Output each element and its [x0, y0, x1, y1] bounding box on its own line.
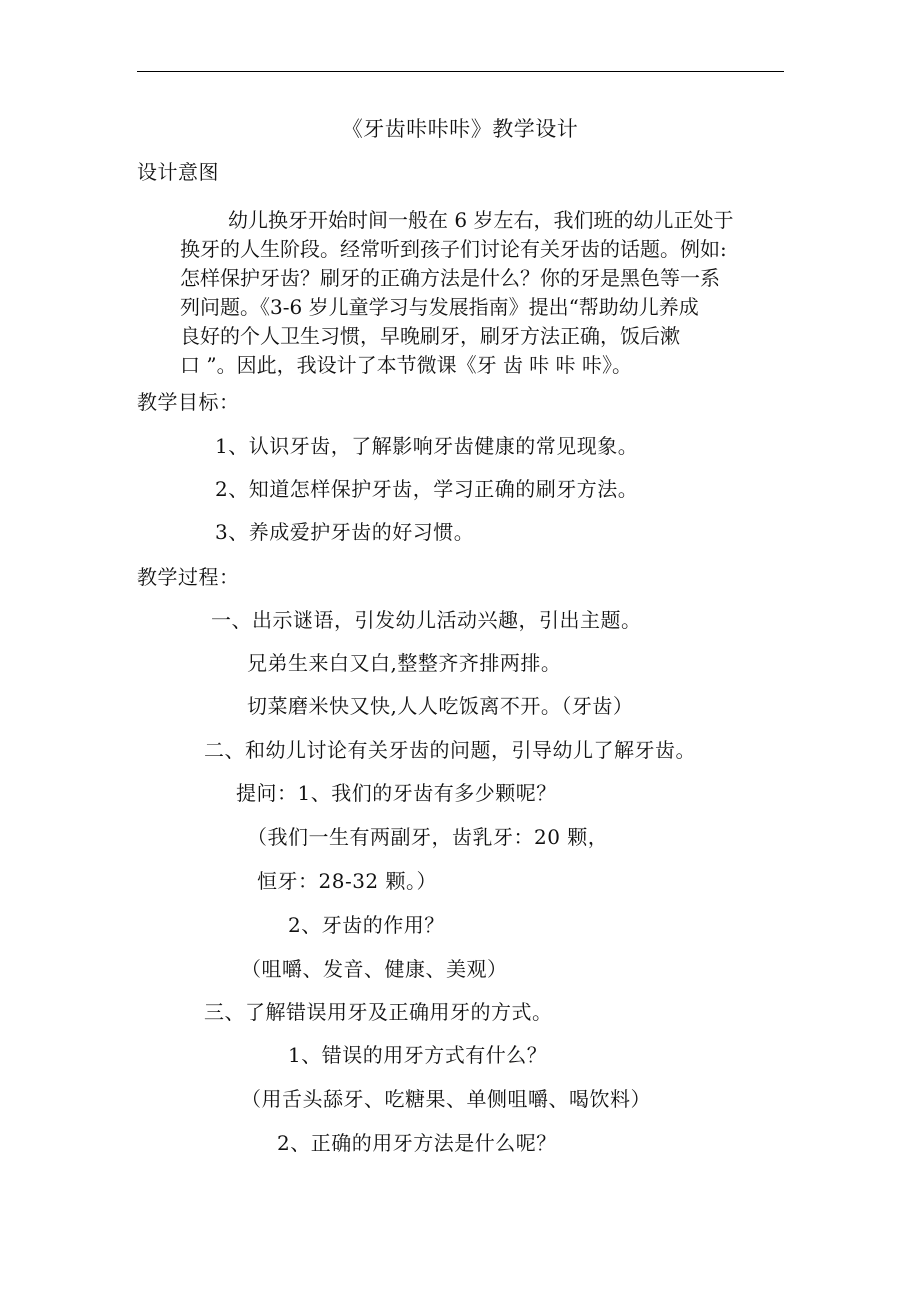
- process-heading: 教学过程：: [137, 565, 240, 589]
- goal-item: 2、知道怎样保护牙齿，学习正确的刷牙方法。: [215, 477, 639, 501]
- header-rule: [137, 71, 784, 72]
- riddle-line: 兄弟生来白又白,整整齐齐排两排。: [247, 651, 562, 675]
- question-line: 2、正确的用牙方法是什么呢？: [277, 1131, 557, 1155]
- paragraph-line: 换牙的人生阶段。经常听到孩子们讨论有关牙齿的话题。例如:: [180, 237, 727, 261]
- document-title: 《牙齿咔咔咔》教学设计: [341, 117, 579, 141]
- answer-line: （我们一生有两副牙，齿乳牙：20 颗，: [247, 825, 609, 849]
- paragraph-line: 列问题。《3-6 岁儿童学习与发展指南》提出“帮助幼儿养成: [180, 295, 699, 319]
- riddle-line: 切菜磨米快又快,人人吃饭离不开。（牙齿）: [247, 694, 634, 718]
- question-line: 1、错误的用牙方式有什么？: [288, 1043, 548, 1067]
- answer-line: 恒牙：28-32 颗。）: [257, 869, 438, 893]
- paragraph-line: 怎样保护牙齿？刷牙的正确方法是什么？你的牙是黑色等一系: [180, 266, 720, 290]
- answer-line: （用舌头舔牙、吃糖果、单侧咀嚼、喝饮料）: [241, 1087, 651, 1111]
- question-line: 2、牙齿的作用？: [288, 913, 445, 937]
- question-line: 提问：1、我们的牙齿有多少颗呢？: [236, 781, 557, 805]
- paragraph-line: 幼儿换牙开始时间一般在 6 岁左右，我们班的幼儿正处于: [228, 208, 734, 232]
- goal-item: 3、养成爱护牙齿的好习惯。: [215, 520, 475, 544]
- goals-heading: 教学目标：: [137, 390, 240, 414]
- goal-item: 1、认识牙齿，了解影响牙齿健康的常见现象。: [215, 434, 639, 458]
- process-step: 一、出示谜语，引发幼儿活动兴趣，引出主题。: [211, 608, 642, 632]
- process-step: 三、了解错误用牙及正确用牙的方式。: [204, 1000, 553, 1024]
- process-step: 二、和幼儿讨论有关牙齿的问题，引导幼儿了解牙齿。: [204, 738, 696, 762]
- paragraph-line: 口 ”。因此，我设计了本节微课《牙 齿 咔 咔 咔》。: [180, 353, 633, 377]
- paragraph-line: 良好的个人卫生习惯，早晚刷牙，刷牙方法正确，饭后漱: [180, 324, 680, 348]
- answer-line: （咀嚼、发音、健康、美观）: [241, 957, 508, 981]
- design-intent-heading: 设计意图: [137, 160, 219, 184]
- design-intent-paragraph: [180, 206, 775, 380]
